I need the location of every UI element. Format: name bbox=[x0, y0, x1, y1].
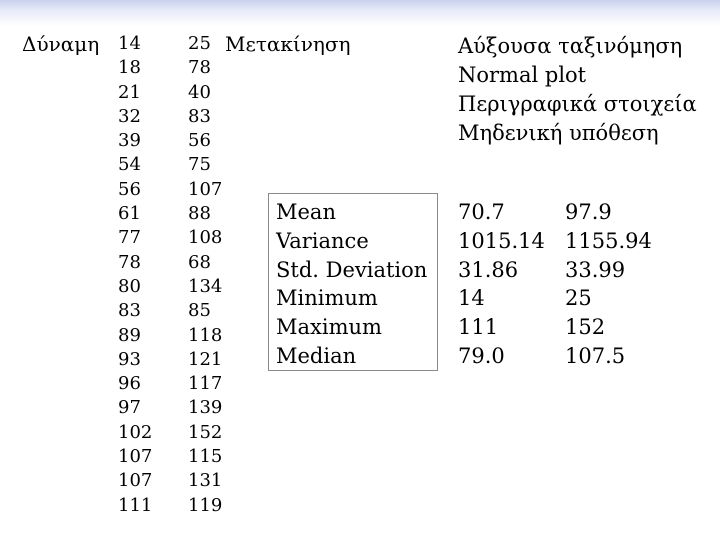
dynami-value: 54 bbox=[118, 154, 141, 176]
dynami-value: 78 bbox=[118, 251, 141, 273]
metakinisi-value: 131 bbox=[188, 470, 223, 492]
metakinisi-value: 152 bbox=[188, 421, 223, 443]
dynami-value: 97 bbox=[118, 397, 141, 419]
stat-label: Minimum bbox=[276, 286, 378, 311]
stat-label: Median bbox=[276, 343, 357, 368]
metakinisi-value: 118 bbox=[188, 324, 223, 346]
stat-value-dynami: 1015.14 bbox=[458, 228, 545, 253]
dynami-value: 107 bbox=[118, 470, 153, 492]
stats-values-metakinisi bbox=[565, 198, 652, 371]
metakinisi-value: 85 bbox=[188, 300, 211, 322]
dynami-value: 18 bbox=[118, 57, 141, 79]
stats-labels-list bbox=[276, 198, 427, 371]
metakinisi-value: 83 bbox=[188, 105, 211, 127]
metakinisi-label: Μετακίνηση bbox=[225, 32, 351, 56]
dynami-values-column bbox=[118, 32, 152, 518]
metakinisi-value: 108 bbox=[188, 227, 223, 249]
stat-label: Variance bbox=[276, 228, 369, 253]
stat-value-metakinisi: 107.5 bbox=[565, 343, 626, 368]
metakinisi-value: 121 bbox=[188, 348, 223, 370]
menu-item[interactable]: Περιγραφικά στοιχεία bbox=[458, 92, 697, 116]
stat-label: Mean bbox=[276, 200, 336, 224]
analysis-menu bbox=[458, 32, 697, 148]
metakinisi-value: 68 bbox=[188, 251, 211, 273]
stat-value-metakinisi: 97.9 bbox=[565, 200, 612, 224]
stats-values-dynami bbox=[458, 198, 545, 371]
stat-value-metakinisi: 152 bbox=[565, 315, 606, 340]
dynami-value: 111 bbox=[118, 494, 153, 516]
dynami-value: 61 bbox=[118, 203, 141, 225]
dynami-value: 14 bbox=[118, 33, 141, 54]
dynami-value: 107 bbox=[118, 446, 153, 468]
metakinisi-value: 78 bbox=[188, 57, 211, 79]
stat-value-dynami: 31.86 bbox=[458, 257, 519, 282]
dynami-value: 89 bbox=[118, 324, 141, 346]
stat-value-metakinisi: 1155.94 bbox=[565, 228, 652, 253]
dynami-label: Δύναμη bbox=[22, 32, 100, 56]
stat-value-dynami: 111 bbox=[458, 315, 499, 340]
metakinisi-values-column bbox=[188, 32, 222, 518]
stat-value-metakinisi: 33.99 bbox=[565, 257, 626, 282]
stat-value-dynami: 79.0 bbox=[458, 343, 505, 368]
metakinisi-value: 117 bbox=[188, 373, 223, 395]
metakinisi-value: 115 bbox=[188, 446, 223, 468]
metakinisi-value: 119 bbox=[188, 494, 223, 516]
dynami-value: 32 bbox=[118, 105, 141, 127]
stat-label: Maximum bbox=[276, 315, 382, 340]
metakinisi-value: 25 bbox=[188, 33, 211, 54]
dynami-value: 93 bbox=[118, 348, 141, 370]
dynami-value: 21 bbox=[118, 81, 141, 103]
dynami-value: 56 bbox=[118, 178, 141, 200]
metakinisi-value: 134 bbox=[188, 275, 223, 297]
stat-value-metakinisi: 25 bbox=[565, 286, 592, 311]
metakinisi-value: 88 bbox=[188, 203, 211, 225]
metakinisi-value: 107 bbox=[188, 178, 223, 200]
stat-value-dynami: 14 bbox=[458, 286, 485, 311]
menu-item[interactable]: Μηδενική υπόθεση bbox=[458, 121, 659, 145]
dynami-value: 83 bbox=[118, 300, 141, 322]
metakinisi-value: 56 bbox=[188, 130, 211, 152]
metakinisi-value: 139 bbox=[188, 397, 223, 419]
dynami-value: 80 bbox=[118, 275, 141, 297]
stat-label: Std. Deviation bbox=[276, 257, 428, 282]
menu-item[interactable]: Αύξουσα ταξινόμηση bbox=[458, 34, 683, 58]
dynami-value: 39 bbox=[118, 130, 141, 152]
dynami-value: 102 bbox=[118, 421, 153, 443]
metakinisi-value: 40 bbox=[188, 81, 211, 103]
menu-item[interactable]: Normal plot bbox=[458, 63, 587, 87]
stat-value-dynami: 70.7 bbox=[458, 200, 505, 224]
dynami-value: 96 bbox=[118, 373, 141, 395]
metakinisi-value: 75 bbox=[188, 154, 211, 176]
dynami-value: 77 bbox=[118, 227, 141, 249]
